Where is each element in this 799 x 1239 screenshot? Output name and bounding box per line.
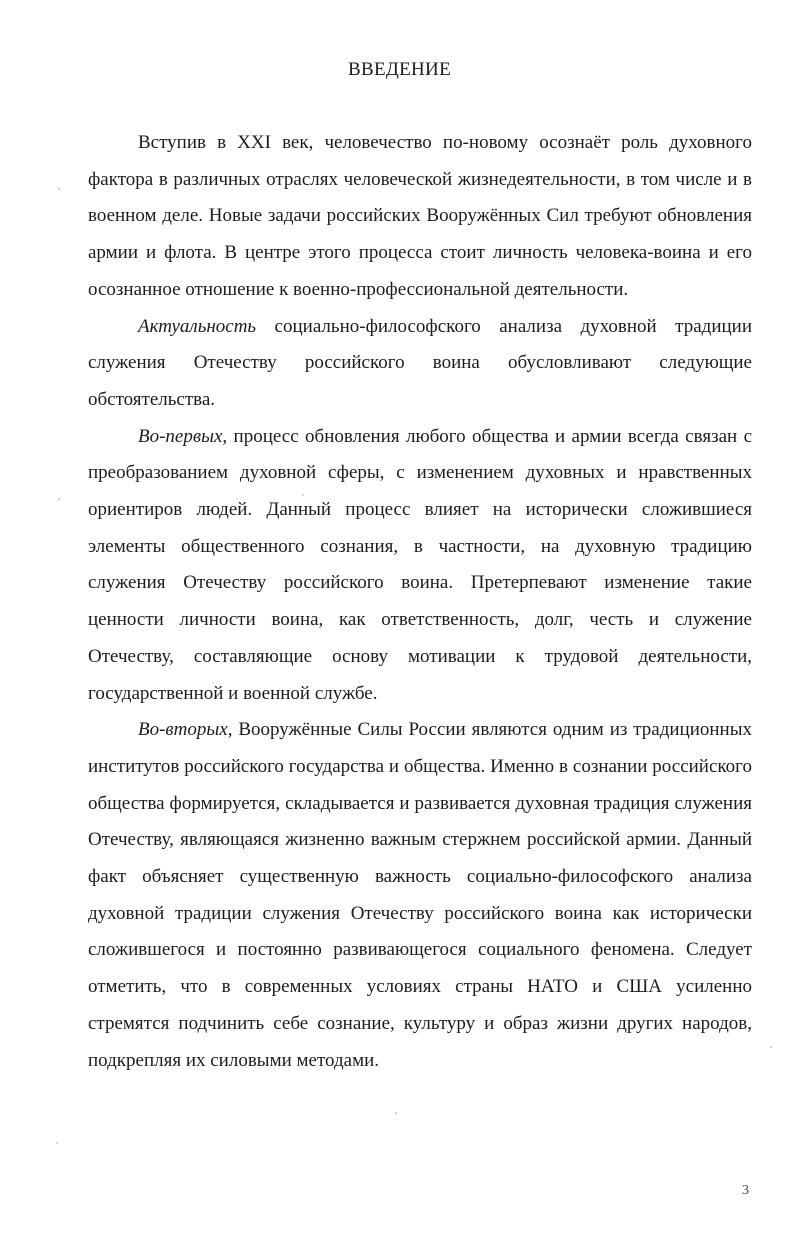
paragraph-lead: Актуальность xyxy=(138,315,257,337)
scan-speck xyxy=(302,494,304,496)
paragraph-relevance xyxy=(88,309,752,419)
paragraph-text: социально-философского анализа духовной традиции служения Отечеству российского воина обусловливают следующие обстоятельства. xyxy=(88,315,752,410)
scan-speck xyxy=(56,1142,58,1144)
paragraph-text: Вступив в XXI век, человечество по-новому осознаёт роль духовного фактора в различных отраслях человеческой жизнедеятельности, в том числе и в военном деле. Новые задачи российских Вооружённых Сил требуют обновления армии и флота. В центре этого процесса стоит личность человека-воина и его осознанное отношение к военно-профессиональной деятельности. xyxy=(88,132,752,300)
paragraph-firstly xyxy=(88,419,752,713)
paragraph-secondly xyxy=(88,712,752,1079)
paragraph-text: процесс обновления любого общества и армии всегда связан с преобразованием духовной сферы, с изменением духовных и нравственных ориентиров людей. Данный процесс влияет на исторически сложившиеся элементы общественного сознания, в частности, на духовную традицию служения Отечеству российского воина. Претерпевают изменение такие ценности личности воина, как ответственность, долг, честь и служение Отечеству, составляющие основу мотивации к трудовой деятельности, государственной и военной службе. xyxy=(88,425,752,704)
body-text xyxy=(88,125,752,1079)
paragraph-text: Вооружённые Силы России являются одним из традиционных институтов российского государства и общества. Именно в сознании российского общества формируется, складывается и развивается духовная традиция служения Отечеству, являющаяся жизненно важным стержнем российской армии. Данный факт объясняет существенную важность социально-философского анализа духовной традиции служения Отечеству российского воина как исторически сложившегося и постоянно развивающегося социального феномена. Следует отметить, что в современных условиях страны НАТО и США усиленно стремятся подчинить себе сознание, культуру и образ жизни других народов, подкрепляя их силовыми методами. xyxy=(88,719,752,1071)
scan-speck xyxy=(395,1112,397,1114)
paragraph-lead: Во-вторых, xyxy=(138,719,233,741)
page-number: 3 xyxy=(742,1183,749,1198)
scan-speck xyxy=(58,498,60,500)
paragraph-intro xyxy=(88,125,752,309)
paragraph-lead: Во-первых, xyxy=(138,425,228,447)
scan-speck xyxy=(770,1046,772,1048)
scan-speck xyxy=(58,188,60,190)
page-title: ВВЕДЕНИЕ xyxy=(348,59,451,80)
